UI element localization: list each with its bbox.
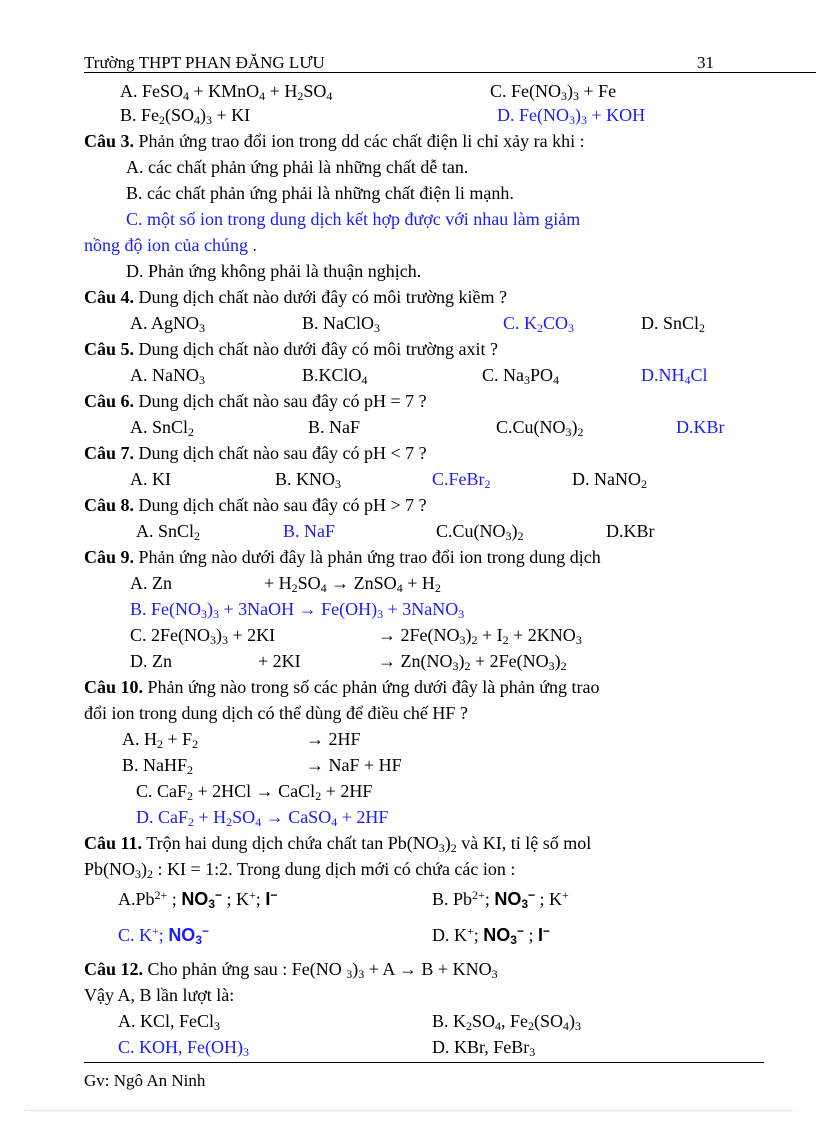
text-fragment: B. NaF xyxy=(308,417,361,437)
text-fragment: NO xyxy=(168,925,196,945)
text-fragment: 3 xyxy=(565,425,572,439)
text-line xyxy=(503,312,574,334)
text-fragment: Vậy A, B lần lượt là: xyxy=(84,985,235,1005)
text-fragment: 3 xyxy=(243,1045,249,1059)
page-number: 31 xyxy=(697,53,714,72)
text-fragment: 4 xyxy=(331,815,338,829)
text-fragment: 2 xyxy=(315,789,322,803)
text-line xyxy=(308,416,360,438)
text-fragment: A. AgNO xyxy=(130,313,200,333)
text-line xyxy=(641,364,708,386)
text-fragment: Phản ứng trao đổi ion trong dd các chất điện li chỉ xảy ra khi : xyxy=(134,131,585,151)
text-fragment: + 3NaOH → Fe(OH) xyxy=(219,599,378,619)
text-fragment: ) xyxy=(575,105,581,125)
text-fragment: C. KOH, Fe(OH) xyxy=(118,1037,243,1057)
text-line xyxy=(497,104,645,126)
text-line xyxy=(84,234,257,256)
text-fragment: 3 xyxy=(575,1019,582,1033)
text-line xyxy=(118,888,277,910)
text-fragment: 3 xyxy=(199,321,206,335)
text-fragment: D. Phản ứng không phải là thuận nghịch. xyxy=(126,261,422,281)
text-fragment: 2 xyxy=(434,581,441,595)
text-fragment: ) xyxy=(465,625,472,645)
text-fragment: 4 xyxy=(183,89,190,103)
question-line xyxy=(84,958,498,980)
text-fragment: + A → B + KNO xyxy=(364,959,492,979)
question-number: Câu 9. xyxy=(84,547,135,567)
text-line xyxy=(84,984,234,1006)
text-fragment: D.NH xyxy=(641,365,685,385)
text-line xyxy=(258,650,301,672)
text-line xyxy=(378,624,582,646)
text-fragment: Cl xyxy=(690,365,708,385)
text-fragment: 4 xyxy=(684,373,691,387)
question-line xyxy=(84,676,599,698)
question-number: Câu 11. xyxy=(84,833,143,853)
text-fragment: + 3NaNO xyxy=(383,599,459,619)
text-fragment: 2+ xyxy=(154,888,168,902)
text-line xyxy=(136,780,372,802)
text-fragment: NO xyxy=(483,925,511,945)
text-fragment: Cho phản ứng sau : Fe(NO xyxy=(143,959,347,979)
text-line xyxy=(84,858,515,880)
text-line xyxy=(283,520,335,542)
text-fragment: C. Fe(NO xyxy=(490,81,561,101)
text-fragment: C. K xyxy=(503,313,538,333)
text-fragment: D.KBr xyxy=(676,417,725,437)
text-fragment: ) xyxy=(511,521,518,541)
text-line xyxy=(572,468,647,490)
text-fragment: → 2HF xyxy=(306,729,361,749)
text-fragment: 3 xyxy=(201,607,207,621)
text-fragment: 3 xyxy=(573,89,579,103)
question-line xyxy=(84,546,601,568)
text-fragment: ; xyxy=(484,889,495,909)
text-fragment: + 2HF xyxy=(337,807,389,827)
text-fragment: SO xyxy=(297,573,321,593)
text-fragment: → CaSO xyxy=(261,807,332,827)
text-fragment: ) xyxy=(216,625,222,645)
text-fragment: 2 xyxy=(187,789,194,803)
text-fragment: ) xyxy=(554,651,561,671)
text-line xyxy=(264,572,441,594)
text-fragment: 2 xyxy=(192,737,199,751)
text-fragment: NO xyxy=(181,889,209,909)
text-fragment: Phản ứng nào trong số các phản ứng dưới đây là phản ứng trao xyxy=(143,677,600,697)
text-fragment: 2 xyxy=(466,1019,473,1033)
text-fragment: + xyxy=(152,924,159,938)
text-line xyxy=(126,156,468,178)
text-fragment: + H xyxy=(194,807,227,827)
text-fragment: + H xyxy=(402,573,435,593)
text-fragment: ; xyxy=(524,925,539,945)
text-fragment: D. K xyxy=(432,925,467,945)
text-fragment: ) xyxy=(200,105,207,125)
text-fragment: 4 xyxy=(255,815,262,829)
question-line xyxy=(84,286,507,308)
text-fragment: − xyxy=(528,888,536,902)
text-fragment: C. 2Fe(NO xyxy=(130,625,210,645)
text-fragment: 2 xyxy=(560,659,567,673)
text-fragment: 3 xyxy=(206,113,213,127)
text-fragment: B. các chất phản ứng phải là những chất điện li mạnh. xyxy=(126,183,514,203)
text-fragment: 3 xyxy=(524,373,530,387)
text-fragment: + I xyxy=(477,625,503,645)
text-fragment: Pb(NO xyxy=(84,859,136,879)
text-line xyxy=(482,364,559,386)
text-fragment: A. NaNO xyxy=(130,365,199,385)
text-fragment: Phản ứng nào dưới đây là phản ứng trao đổi ion trong dung dịch xyxy=(134,547,601,567)
text-fragment: 2 xyxy=(291,581,298,595)
text-fragment: 3 xyxy=(529,1045,536,1059)
text-line xyxy=(432,1036,535,1058)
text-fragment: 3 xyxy=(208,897,215,911)
text-line xyxy=(302,312,380,334)
text-fragment: D. Zn xyxy=(130,651,172,671)
text-fragment: 3 xyxy=(210,633,216,647)
text-line xyxy=(130,650,172,672)
text-line xyxy=(120,104,250,126)
text-fragment: + xyxy=(249,888,256,902)
text-fragment: 4 xyxy=(563,1019,570,1033)
text-fragment: C. K xyxy=(118,925,153,945)
text-line xyxy=(641,312,705,334)
text-fragment: B. NaClO xyxy=(302,313,374,333)
text-fragment: − xyxy=(215,888,223,902)
text-fragment: 2 xyxy=(297,89,304,103)
text-fragment: Dung dịch chất nào sau đây có pH > 7 ? xyxy=(134,495,427,515)
text-line xyxy=(126,182,514,204)
text-fragment: ; xyxy=(158,925,169,945)
text-fragment: 2 xyxy=(194,529,201,543)
text-fragment: 4 xyxy=(553,373,560,387)
text-line xyxy=(275,468,341,490)
text-fragment: + 2KI xyxy=(228,625,276,645)
text-fragment: D. SnCl xyxy=(641,313,700,333)
text-fragment: + 2HCl → CaCl xyxy=(193,781,316,801)
text-fragment: + KMnO xyxy=(189,81,260,101)
question-number: Câu 12. xyxy=(84,959,144,979)
text-fragment: − xyxy=(270,888,278,902)
text-fragment: D. Fe(NO xyxy=(497,105,569,125)
text-fragment: 2 xyxy=(699,321,706,335)
text-fragment: 3 xyxy=(213,607,219,621)
text-fragment: D. CaF xyxy=(136,807,189,827)
text-fragment: Dung dịch chất nào sau đây có pH < 7 ? xyxy=(134,443,427,463)
text-fragment: 3 xyxy=(505,529,512,543)
text-fragment: B.KClO xyxy=(302,365,362,385)
text-line xyxy=(130,364,205,386)
text-fragment: 3 xyxy=(581,113,587,127)
text-fragment: 4 xyxy=(495,1019,502,1033)
text-fragment: 3 xyxy=(510,933,517,947)
text-line xyxy=(136,806,388,828)
text-line xyxy=(306,754,402,776)
text-fragment: 4 xyxy=(396,581,403,595)
text-line xyxy=(436,520,524,542)
text-fragment: B. NaF xyxy=(283,521,336,541)
text-fragment: 3 xyxy=(346,967,353,981)
text-fragment: 2+ xyxy=(472,888,485,902)
text-fragment: + H xyxy=(264,573,292,593)
text-fragment: D. NaNO xyxy=(572,469,641,489)
text-fragment: 2 xyxy=(159,113,166,127)
question-line xyxy=(84,130,585,152)
text-fragment: và KI, tỉ lệ số mol xyxy=(456,833,592,853)
text-fragment: 3 xyxy=(135,867,142,881)
text-fragment: Trộn hai dung dịch chứa chất tan Pb(NO xyxy=(142,833,439,853)
text-fragment: (SO xyxy=(534,1011,564,1031)
text-line xyxy=(126,208,580,230)
text-fragment: 3 xyxy=(377,607,384,621)
text-fragment: + 2KNO xyxy=(508,625,576,645)
text-fragment: , Fe xyxy=(501,1011,529,1031)
text-line xyxy=(306,728,361,750)
text-fragment: → NaF + HF xyxy=(306,755,402,775)
text-fragment: I xyxy=(265,889,271,909)
text-fragment: nồng độ ion của chúng . xyxy=(84,235,257,255)
text-fragment: 2 xyxy=(577,425,584,439)
text-fragment: 2 xyxy=(484,477,491,491)
text-line xyxy=(130,598,464,620)
question-number: Câu 3. xyxy=(84,131,135,151)
text-fragment: ; xyxy=(167,889,182,909)
text-fragment: A. SnCl xyxy=(130,417,189,437)
question-number: Câu 7. xyxy=(84,443,135,463)
text-fragment: Dung dịch chất nào dưới đây có môi trường axit ? xyxy=(134,339,498,359)
text-fragment: 2 xyxy=(450,841,457,855)
text-fragment: → 2Fe(NO xyxy=(378,625,460,645)
text-fragment: + H xyxy=(265,81,298,101)
text-line xyxy=(432,924,550,946)
text-fragment: 2 xyxy=(226,815,233,829)
text-fragment: 2 xyxy=(502,633,509,647)
text-fragment: C. một số ion trong dung dịch kết hợp được với nhau làm giảm xyxy=(126,209,581,229)
text-fragment: + xyxy=(562,888,569,902)
text-fragment: B. Fe xyxy=(120,105,160,125)
question-number: Câu 4. xyxy=(84,287,135,307)
question-line xyxy=(84,442,427,464)
text-fragment: C. Na xyxy=(482,365,524,385)
text-line xyxy=(118,1036,249,1058)
text-fragment: A. H xyxy=(122,729,157,749)
text-fragment: 2 xyxy=(157,737,163,751)
text-fragment: C.Cu(NO xyxy=(436,521,506,541)
text-fragment: Dung dịch chất nào dưới đây có môi trường kiềm ? xyxy=(134,287,507,307)
question-line xyxy=(84,832,591,854)
text-fragment: B. NaHF xyxy=(122,755,188,775)
text-fragment: ) xyxy=(444,833,451,853)
text-fragment: 4 xyxy=(361,373,368,387)
text-line xyxy=(130,312,205,334)
text-fragment: − xyxy=(516,924,524,938)
text-fragment: ) xyxy=(458,651,465,671)
text-fragment: 2 xyxy=(537,321,544,335)
text-fragment: 3 xyxy=(459,633,466,647)
text-fragment: 3 xyxy=(561,89,567,103)
text-fragment: A. KI xyxy=(130,469,171,489)
text-fragment: 3 xyxy=(222,633,228,647)
text-fragment: C.Cu(NO xyxy=(496,417,566,437)
text-fragment: + 2Fe(NO xyxy=(470,651,549,671)
text-fragment: B. Pb xyxy=(432,889,473,909)
text-fragment: B. K xyxy=(432,1011,467,1031)
text-line xyxy=(432,1010,581,1032)
text-fragment: 3 xyxy=(199,373,205,387)
text-fragment: ) xyxy=(141,859,148,879)
text-line xyxy=(302,364,368,386)
text-fragment: đổi ion trong dung dịch có thể dùng để điều chế HF ? xyxy=(84,703,468,723)
text-fragment: 3 xyxy=(358,967,365,981)
text-fragment: NO xyxy=(494,889,522,909)
text-fragment: 2 xyxy=(188,815,195,829)
footer-rule xyxy=(84,1062,764,1063)
text-fragment: 3 xyxy=(214,1019,221,1033)
text-fragment: + 2HF xyxy=(321,781,373,801)
text-fragment: 3 xyxy=(575,633,582,647)
text-fragment: 3 xyxy=(452,659,459,673)
text-line xyxy=(136,520,200,542)
text-fragment: 4 xyxy=(259,89,266,103)
text-fragment: + F xyxy=(163,729,193,749)
text-fragment: PO xyxy=(530,365,554,385)
text-fragment: (SO xyxy=(165,105,195,125)
text-fragment: D.KBr xyxy=(606,521,655,541)
text-fragment: ; xyxy=(255,889,266,909)
text-fragment: 2 xyxy=(147,867,154,881)
text-line xyxy=(120,80,332,102)
text-fragment: → ZnSO xyxy=(326,573,397,593)
text-line xyxy=(130,624,275,646)
text-fragment: A. các chất phản ứng phải là những chất dễ tan. xyxy=(126,157,469,177)
text-fragment: 2 xyxy=(517,529,524,543)
text-line xyxy=(490,80,616,102)
text-fragment: : KI = 1:2. Trong dung dịch mới có chứa các ion : xyxy=(153,859,516,879)
text-fragment: B. KNO xyxy=(275,469,336,489)
text-fragment: 2 xyxy=(464,659,471,673)
text-fragment: 3 xyxy=(335,477,342,491)
text-fragment: ; K xyxy=(222,889,250,909)
page-bottom-dots xyxy=(24,1110,794,1111)
text-fragment: I xyxy=(538,925,544,945)
text-fragment: 2 xyxy=(528,1019,535,1033)
question-line xyxy=(84,494,427,516)
text-fragment: A.Pb xyxy=(118,889,155,909)
question-number: Câu 8. xyxy=(84,495,135,515)
text-fragment: 4 xyxy=(194,113,201,127)
question-number: Câu 6. xyxy=(84,391,135,411)
text-line xyxy=(130,468,171,490)
text-fragment: − xyxy=(543,924,551,938)
text-fragment: B. Fe(NO xyxy=(130,599,201,619)
text-fragment: + Fe xyxy=(579,81,617,101)
text-line xyxy=(130,416,194,438)
text-fragment: 3 xyxy=(438,841,445,855)
question-line xyxy=(84,390,427,412)
text-fragment: ) xyxy=(567,81,573,101)
text-fragment: + KOH xyxy=(587,105,646,125)
text-fragment: 3 xyxy=(458,607,465,621)
question-line xyxy=(84,338,498,360)
header-rule xyxy=(84,72,816,73)
school-name: Trường THPT PHAN ĐĂNG LƯU xyxy=(84,53,325,72)
teacher-name: Gv: Ngô An Ninh xyxy=(84,1071,206,1090)
question-number: Câu 5. xyxy=(84,339,135,359)
text-fragment: 2 xyxy=(471,633,478,647)
text-fragment: ) xyxy=(352,959,359,979)
text-fragment: Dung dịch chất nào sau đây có pH = 7 ? xyxy=(134,391,427,411)
text-line xyxy=(676,416,725,438)
text-line xyxy=(496,416,584,438)
text-fragment: 2 xyxy=(187,763,194,777)
text-fragment: CO xyxy=(543,313,569,333)
text-fragment: ; K xyxy=(535,889,563,909)
text-fragment: 3 xyxy=(569,113,575,127)
text-fragment: + xyxy=(467,924,474,938)
text-line xyxy=(606,520,655,542)
text-line xyxy=(126,260,421,282)
text-line xyxy=(122,728,198,750)
text-fragment: + 2KI xyxy=(258,651,301,671)
text-fragment: D. KBr, FeBr xyxy=(432,1037,530,1057)
text-fragment: 3 xyxy=(548,659,555,673)
text-line xyxy=(122,754,193,776)
text-fragment: SO xyxy=(472,1011,496,1031)
text-fragment: C.FeBr xyxy=(432,469,485,489)
text-fragment: 2 xyxy=(641,477,647,491)
text-line xyxy=(432,468,491,490)
text-fragment: A. SnCl xyxy=(136,521,195,541)
text-fragment: 4 xyxy=(320,581,327,595)
text-fragment: A. Zn xyxy=(130,573,172,593)
text-fragment: ; xyxy=(473,925,484,945)
text-fragment: 3 xyxy=(374,321,380,335)
text-fragment: → Zn(NO xyxy=(378,651,453,671)
text-line xyxy=(118,924,209,946)
text-fragment: 4 xyxy=(326,89,333,103)
text-line xyxy=(84,702,468,724)
text-fragment: C. CaF xyxy=(136,781,188,801)
text-fragment: ) xyxy=(569,1011,576,1031)
text-fragment: 2 xyxy=(188,425,195,439)
text-fragment: SO xyxy=(232,807,256,827)
text-fragment: A. FeSO xyxy=(120,81,184,101)
text-fragment: A. KCl, FeCl xyxy=(118,1011,215,1031)
text-fragment: 3 xyxy=(521,897,529,911)
text-line xyxy=(432,888,569,910)
text-fragment: 3 xyxy=(568,321,575,335)
text-line xyxy=(378,650,567,672)
text-fragment: − xyxy=(202,924,210,938)
text-line xyxy=(118,1010,220,1032)
text-fragment: + KI xyxy=(212,105,251,125)
text-fragment: 3 xyxy=(195,933,202,947)
text-fragment: 3 xyxy=(491,967,498,981)
question-number: Câu 10. xyxy=(84,677,144,697)
text-line xyxy=(130,572,172,594)
text-fragment: ) xyxy=(207,599,213,619)
text-fragment: SO xyxy=(303,81,327,101)
text-fragment: ) xyxy=(571,417,578,437)
